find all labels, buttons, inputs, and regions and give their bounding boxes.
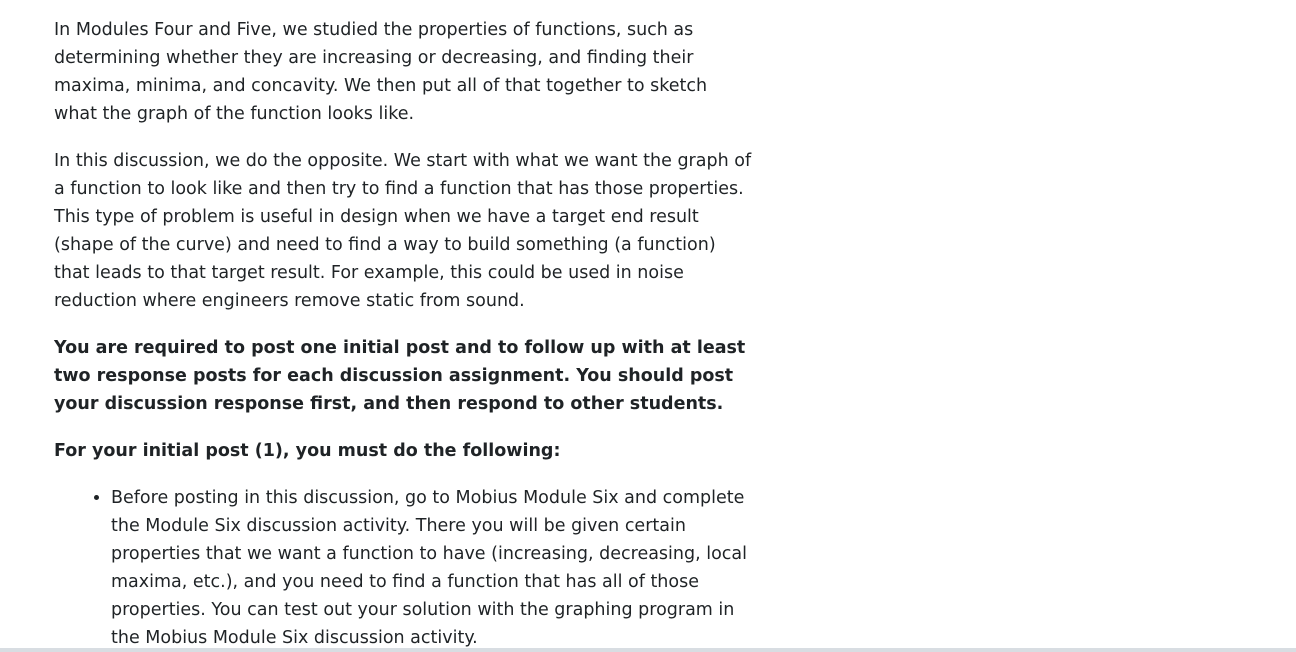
intro-paragraph: In Modules Four and Five, we studied the properties of functions, such as determining whether they are increasing or decreasing, and finding their maxima, minima, and concavity. We then put all of that together to sketch what the graph of the function looks like.	[54, 20, 708, 124]
discussion-overview-paragraph: In this discussion, we do the opposite. We start with what we want the graph of a function to look like and then try to find a function that has those properties. This type of problem is useful in design when we have a target end result (shape of the curve) and need to find a way to build something (a function) that leads to that target result. For example, this could be used in noise reduction where engineers remove static from sound.	[54, 151, 752, 311]
bottom-divider	[0, 648, 1296, 652]
instruction-item: • Before posting in this discussion, go to Mobius Module Six and complete the Module Six discussion activity. There you will be given certain properties that we want a function to have (increasing, decreasing, local maxima, etc.), and you need to find a function that has all of those properties. You can test out your solution with the graphing program in the Mobius Module Six discussion activity.	[111, 484, 754, 652]
instructions-list	[54, 484, 754, 652]
discussion-prompt	[54, 16, 754, 652]
posting-requirement: You are required to post one initial post and to follow up with at least two response posts for each discussion assignment. You should post your discussion response first, and then respond to other students.	[54, 338, 746, 414]
initial-post-heading: For your initial post (1), you must do the following:	[54, 441, 561, 461]
